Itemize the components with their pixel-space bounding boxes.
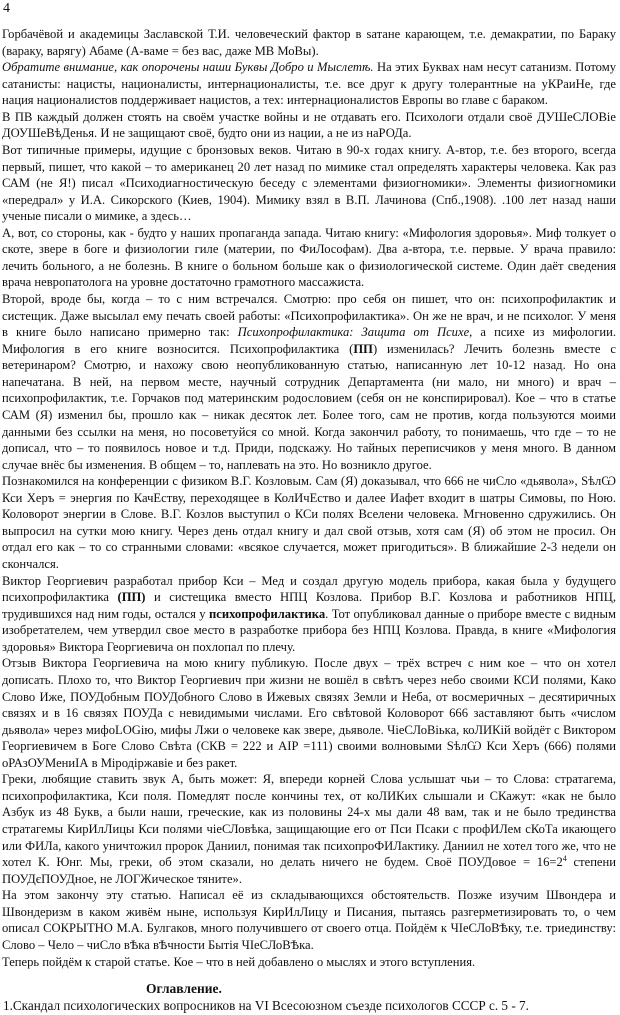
text-run: В ПВ каждый должен стоять на своём участке войны и не отдавать его. Психологи отдали своё ДУШеСЛОВіе ДОУШеВѣДенья. И не защищают своё, будто они из нации, а не из наРОДа.: [2, 109, 616, 141]
text-run: психопрофилактика: [209, 606, 326, 621]
text-run: Виктор Георгиевич разработал прибор Кси – Мед и создал другую модель прибора, какая была у будущего психопрофилактика: [2, 573, 616, 605]
paragraph: [2, 771, 616, 887]
text-run: 4: [562, 853, 567, 863]
paragraph: [2, 573, 616, 656]
paragraph: [2, 59, 616, 109]
paragraph: [2, 473, 616, 572]
text-run: . Тот опубликовал данные о приборе вместе с видным изобретателем, чем утвердил свое место в разработке прибора без НПЦ Козлова. Правда, в книге «Мифология здоровья» Виктора Георгиевича он похлопал по плечу.: [2, 606, 616, 654]
text-run: Греки, любящие ставить звук А, быть может: Я, впереди корней Слова услышат чьи – то Слова: стратагема, психопрофилактика, Кси поля. Помедлят после кончины тех, от коЛИКих слышали и СКажут: «как не было Азбук из 48 Букв, а были наши, греческие, как из половины 24-х мы дали 48 вам, так и не было трединства стратагемы КирИлЛицы Кси полями чіеСЛовѣка, защищающие его от Пси Псаки с профИЛем сКоТа икающего или ФИЛа, какого уничтожил пророк Даниил, понимая так психопроФИЛактику. Даниил не хотел того же, что не хотел К. Юнг. Мы, греки, об этом сказали, но делать ничего не будем. Своё ПОУДовое = 16=2: [2, 772, 616, 870]
toc-title: Оглавление.: [146, 981, 222, 996]
text-run: Отзыв Виктора Георгиевича на мою книгу публикую. После двух – трёх встреч с ним кое – что он хотел дописать. Плохо то, что Виктор Георгиевич при жизни не вошёл в свѣтъ через небо своими КСИ полями, Како Слово Иже, ПОУДобным ПОУДобного Слово в Ижевых связях Земли и Неба, от восмеричных – десятиричных связях и в 16 связях ПОУДа с невидимыми числами. Его свѣтовой Коловорот 666 заставляют быть «числом дьявола» через мифоLOGію, мифы Лжи о человеке как звере, дьяволе. ЧіеСЛоВіька, коЛИКій войдёт с Виктором Георгиевичем в Боге Слово Свѣта (СКВ = 222 и АІР =111) своими волновыми SѣлѠ Кси Херъ (666) полями оРАзОУМениІА в Міродіржавіе и без ракет.: [2, 656, 616, 770]
text-run: Психопрофилактика: Защита от Психе,: [237, 325, 473, 340]
paragraph: [2, 887, 616, 953]
article-body: [2, 26, 616, 970]
paragraph: [2, 142, 616, 225]
text-run: степени ПОУДєПОУДное, не ЛОГЖическое тяните».: [2, 855, 616, 886]
paragraph: [2, 291, 616, 473]
text-run: и систещика вместо НПЦ Козлова. Прибор В.Г. Козлова и работников НПЦ, трудившихся над ним годы, остался у: [2, 590, 616, 621]
text-run: На этих Буквах нам несут сатанизм. Потому сатанисты: нацисты, националисты, интернационалисты, т.е. все друг к другу толерантные на уКРаиНе, где нация националистов поддерживает нацистов, а тех: интернационалистов Европы во главе с бараком.: [2, 60, 616, 108]
paragraph: [2, 225, 616, 291]
paragraph: [2, 26, 616, 59]
text-run: Теперь пойдём к старой статье. Кое – что в ней добавлено о мыслях и этого вступления.: [2, 954, 476, 969]
text-run: ) изменилась? Лечить болезнь вместе с ветеринаром? Смотрю, и нахожу свою неопубликованную статью, написанную лет 10-12 назад. Но она напечатана. В ней, на первом месте, научный сотрудник Департамента (ни мало, ни много) и врач – психопрофилактик, т.е. Горчаков под материнским родословием (себя он не конспирировал). Кое – что в статье САМ (Я) изменил бы, прошло как – никак десяток лет. Более того, сам не против, когда пользуются моими данными без ссылки на меня, но посоветуйся со мной. Когда закончил работу, то понимаешь, что где – то не дописал, что – то появилось новое и т.д. Приди, подскажу. Но тайных переписчиков у меня много. В данном случае внёс бы изменения. В общем – то, наплевать на это. Но возникло другое.: [2, 341, 616, 472]
page-number: 4: [3, 1, 10, 16]
paragraph: [2, 655, 616, 771]
text-run: ПП: [353, 341, 373, 356]
text-run: Горбачёвой и академицы Заславской Т.И. человеческий фактор в sатане карающем, т.е. демакратии, по Бараку (вараку, варягу) Абаме (А-ваме = без вас, даже МВ МоВы).: [2, 27, 616, 58]
text-run: На этом закончу эту статью. Написал её из складывающихся обстоятельств. Позже изучим Швондера и Швондеризм в каком живём ныне, используя КирИлЛицу и Писания, пытаясь разгерметизировать то, о чем описал СОКРЫТНО М.А. Булгаков, много получившего от своего отца. Пойдём к ЧІеСЛоВѢку, т.е. триединству: Слово – Чело – чиСло вѢка вѢчности Бытія ЧІеСЛоВѢка.: [2, 888, 616, 952]
text-run: (ПП): [117, 590, 146, 605]
text-run: Вот типичные примеры, идущие с бронзовых веков. Читаю в 90-х годах книгу. А-втор, т.е. без второго, всегда первый, пишет, что какой – то американец 20 лет назад по мимике стал определять характеры человека. Как раз САМ (не Я!) писал «Психодиагностическую беседу с элементами физиогномики». Элементы физиогномики «передрал» у И.А. Сикорского (Киев, 1904). Мимику взял в В.П. Лачинова (Спб.,1908). .100 лет назад наши ученые писали о мимике, а здесь…: [2, 142, 616, 224]
paragraph: [2, 954, 616, 971]
text-run: а психе из мифологии. Мифология в его книге возносится. Психопрофилактика (: [2, 325, 616, 356]
text-run: Познакомился на конференции с физиком В.Г. Козловым. Сам (Я) доказывал, что 666 не чиСло «дьявола», SѣлѠ Кси Херъ = энергия по КачЕству, переходящее в КолИчЕство и далее Иафет входит в шатры Симовы, по Ною. Коловорот энергии в Слове. В.Г. Козлов выступил о КСи полях Вселени человека. Мгновенно сдружились. Он выпросил на сутки мою книгу. Через день отдал книгу и дал свой отзыв, хотя сам (Я) об этом не просил. Он отдал его как – то со странными словами: «всякое случается, может пригодиться». В ближайшие 2-3 недели он скончался.: [2, 474, 616, 571]
text-run: А, вот, со стороны, как - будто у наших пропаганда запада. Читаю книгу: «Мифология здоровья». Миф толкует о скоте, звере в боге и физиологии гиле (материи, по ФиЛософам). Два а-втора, т.е. первые. У врача правило: лечить больного, а не болезнь. В книге о больном больше как о физиологической системе. Один даёт сведения врача невропатолога на уровне достаточно грамотного массажиста.: [2, 225, 616, 290]
text-run: Второй, вроде бы, когда – то с ним встречался. Смотрю: про себя он пишет, что он: психопрофилактик и систещик. Даже высылал ему печать своей работы: «Психопрофилактика». Он же не врач, и не психолог. У меня в книге было написано примерно так:: [2, 292, 616, 340]
toc-item: 1.Скандал психологических вопросников на VI Всесоюзном съезде психологов СССР с. 5 - 7.: [3, 998, 529, 1013]
text-run: Обратите внимание, как опорочены наши Буквы Добро и Мыслетѣ.: [2, 60, 374, 75]
paragraph: [2, 109, 616, 142]
